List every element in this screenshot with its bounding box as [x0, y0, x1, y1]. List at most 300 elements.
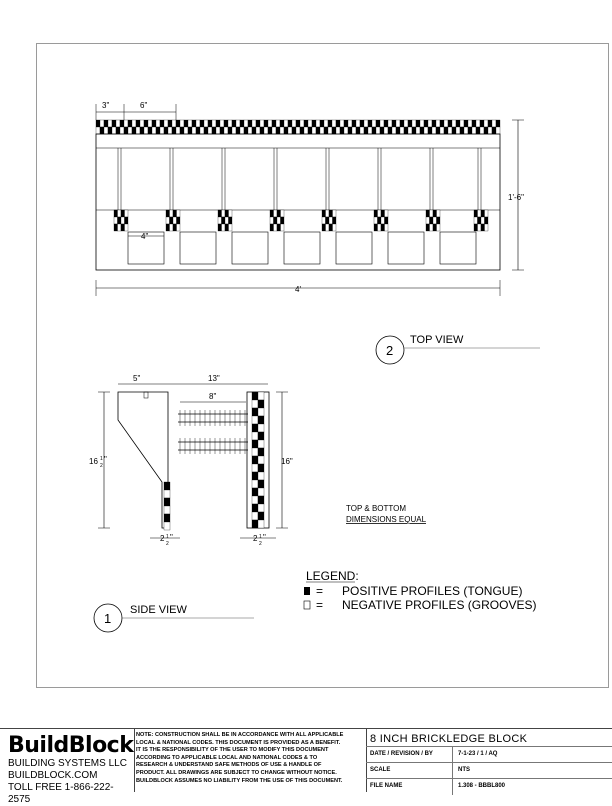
profile-block [476, 120, 480, 127]
profile-block [252, 520, 258, 528]
profile-block [400, 120, 404, 127]
profile-block [118, 224, 122, 231]
dim-1ft6in: 1'-6" [508, 193, 524, 202]
dim-frac-num: 1 [100, 456, 103, 462]
profile-block [173, 224, 177, 231]
profile-block [412, 120, 416, 127]
profile-block [121, 210, 125, 217]
profile-block [114, 217, 118, 224]
profile-block [276, 120, 280, 127]
profile-block [164, 490, 170, 498]
profile-block [468, 120, 472, 127]
profile-block [426, 210, 430, 217]
profile-block [258, 432, 264, 440]
profile-block [430, 217, 434, 224]
profile-block [225, 210, 229, 217]
profile-block [326, 224, 330, 231]
dim-frac-den-left: 2 [166, 541, 169, 547]
profile-block [277, 210, 281, 217]
profile-block [468, 127, 472, 134]
legal-note-line: NOTE: CONSTRUCTION SHALL BE IN ACCORDANCE WITH ALL APPLICABLE [136, 732, 344, 738]
profile-block [224, 120, 228, 127]
profile-block [264, 120, 268, 127]
profile-block [225, 217, 229, 224]
profile-block [456, 127, 460, 134]
profile-block [300, 127, 304, 134]
cavity [336, 232, 372, 264]
profile-block [408, 127, 412, 134]
legend [304, 569, 536, 612]
profile-block [426, 224, 430, 231]
profile-block [277, 217, 281, 224]
profile-block [396, 127, 400, 134]
profile-block [256, 127, 260, 134]
legend-positive-label: POSITIVE PROFILES (TONGUE) [342, 584, 523, 598]
profile-block [437, 210, 441, 217]
profile-block [474, 217, 478, 224]
profile-block [232, 120, 236, 127]
profile-block [104, 120, 108, 127]
profile-block [322, 224, 326, 231]
profile-block [252, 408, 258, 416]
top-view-webs [114, 148, 488, 264]
profile-block [218, 210, 222, 217]
profile-block [136, 120, 140, 127]
profile-block [200, 120, 204, 127]
file-name-label: FILE NAME [370, 783, 403, 789]
profile-block [364, 120, 368, 127]
profile-block [280, 120, 284, 127]
profile-block [180, 127, 184, 134]
profile-block [222, 217, 226, 224]
profile-block [385, 210, 389, 217]
profile-block [426, 217, 430, 224]
profile-block [252, 392, 258, 400]
profile-block [121, 217, 125, 224]
profile-block [228, 120, 232, 127]
profile-block [385, 224, 389, 231]
profile-block [192, 127, 196, 134]
dim-frac-den-right: 2 [259, 541, 262, 547]
profile-block [114, 224, 118, 231]
legend-title: LEGEND: [306, 569, 359, 583]
profile-block [333, 224, 337, 231]
profile-block [326, 210, 330, 217]
profile-block [428, 120, 432, 127]
profile-block [424, 120, 428, 127]
profile-block [288, 127, 292, 134]
profile-block [258, 488, 264, 496]
profile-block [116, 127, 120, 134]
profile-block [248, 127, 252, 134]
cavity [232, 232, 268, 264]
profile-block [252, 416, 258, 424]
profile-block [340, 120, 344, 127]
profile-block [148, 120, 152, 127]
profile-block [480, 127, 484, 134]
profile-block [164, 498, 170, 506]
profile-block [281, 224, 285, 231]
dim-2-half-left: 2 [160, 534, 165, 543]
profile-block [428, 127, 432, 134]
profile-block [168, 120, 172, 127]
profile-block [348, 127, 352, 134]
cavity [388, 232, 424, 264]
profile-block [433, 224, 437, 231]
profile-block [312, 120, 316, 127]
profile-block [220, 120, 224, 127]
profile-block [320, 120, 324, 127]
title-block-row-file [366, 778, 612, 795]
dim-frac-suffix: " [104, 455, 107, 464]
dim-6in: 6" [140, 101, 148, 110]
profile-block [437, 217, 441, 224]
row-divider [452, 747, 453, 763]
cavity [440, 232, 476, 264]
profile-block [368, 127, 372, 134]
legal-note-line: ACCORDING TO APPLICABLE LOCAL AND NATIONAL CODES & TO [136, 754, 318, 761]
legal-note-line: LOCAL & NATIONAL CODES. THIS DOCUMENT IS PROVIDED AS A BENEFIT. [136, 739, 341, 746]
profile-block [252, 472, 258, 480]
dim-13in: 13" [208, 374, 220, 383]
profile-block [440, 127, 444, 134]
profile-block [460, 120, 464, 127]
profile-block [456, 120, 460, 127]
profile-block [232, 127, 236, 134]
profile-block [378, 210, 382, 217]
dimensions-note-line2: DIMENSIONS EQUAL [346, 515, 427, 524]
profile-block [368, 120, 372, 127]
profile-block [112, 120, 116, 127]
callout-number-1: 1 [104, 611, 112, 626]
profile-block [112, 127, 116, 134]
profile-block [322, 210, 326, 217]
profile-block [381, 224, 385, 231]
profile-block [222, 210, 226, 217]
profile-block [430, 210, 434, 217]
profile-block [452, 127, 456, 134]
callout-number-2: 2 [386, 343, 394, 358]
legend-negative-equals: = [316, 598, 324, 612]
profile-block [218, 224, 222, 231]
profile-block [258, 456, 264, 464]
profile-block [460, 127, 464, 134]
profile-block [340, 127, 344, 134]
profile-block [164, 522, 170, 530]
profile-block [344, 120, 348, 127]
profile-block [388, 120, 392, 127]
cavity [284, 232, 320, 264]
profile-block [296, 120, 300, 127]
title-block-divider [134, 728, 135, 792]
profile-block [258, 472, 264, 480]
profile-block [252, 400, 258, 408]
profile-block [356, 120, 360, 127]
profile-block [216, 127, 220, 134]
profile-block [481, 224, 485, 231]
profile-block [328, 120, 332, 127]
profile-block [144, 127, 148, 134]
profile-block [252, 464, 258, 472]
profile-block [380, 120, 384, 127]
profile-block [196, 127, 200, 134]
profile-block [280, 127, 284, 134]
profile-block [252, 432, 258, 440]
profile-block [258, 440, 264, 448]
profile-block [472, 120, 476, 127]
legend-negative-label: NEGATIVE PROFILES (GROOVES) [342, 598, 537, 612]
profile-block [464, 120, 468, 127]
profile-block [164, 120, 168, 127]
profile-block [184, 127, 188, 134]
profile-block [121, 224, 125, 231]
profile-block [104, 127, 108, 134]
profile-block [452, 120, 456, 127]
dim-16in: 16" [281, 457, 293, 466]
profile-block [322, 217, 326, 224]
profile-block [329, 217, 333, 224]
profile-block [416, 120, 420, 127]
profile-block [144, 120, 148, 127]
profile-block [444, 120, 448, 127]
profile-block [256, 120, 260, 127]
profile-block [272, 127, 276, 134]
profile-block [396, 120, 400, 127]
profile-block [474, 210, 478, 217]
profile-block [492, 120, 496, 127]
profile-block [352, 127, 356, 134]
title-block-row-scale [366, 762, 612, 779]
profile-block [476, 127, 480, 134]
cavity [180, 232, 216, 264]
profile-block [192, 120, 196, 127]
profile-block [252, 512, 258, 520]
dim-8in: 8" [209, 392, 217, 401]
profile-block [364, 127, 368, 134]
profile-block [229, 224, 233, 231]
profile-block [372, 127, 376, 134]
profile-block [481, 217, 485, 224]
date-revision-label: DATE / REVISION / BY [370, 751, 433, 757]
dim-4ft: 4' [295, 285, 301, 294]
profile-block [222, 224, 226, 231]
profile-block [392, 120, 396, 127]
dim-frac-suffix-right: " [263, 533, 266, 542]
file-name-value: 1.308 - BBBL800 [458, 783, 506, 789]
profile-block [412, 127, 416, 134]
profile-block [281, 217, 285, 224]
profile-block [218, 217, 222, 224]
title-block-row-date [366, 746, 612, 763]
profile-block [408, 120, 412, 127]
profile-block [160, 127, 164, 134]
profile-block [329, 224, 333, 231]
profile-block [156, 127, 160, 134]
row-divider [452, 779, 453, 795]
company-name: BUILDING SYSTEMS LLC [8, 758, 127, 769]
profile-block [172, 120, 176, 127]
profile-block [388, 127, 392, 134]
profile-block [432, 127, 436, 134]
profile-block [258, 480, 264, 488]
profile-block [244, 127, 248, 134]
profile-block [329, 210, 333, 217]
profile-block [200, 127, 204, 134]
profile-block [220, 127, 224, 134]
profile-block [416, 127, 420, 134]
profile-block [258, 520, 264, 528]
profile-block [288, 120, 292, 127]
profile-block [284, 120, 288, 127]
profile-block [132, 120, 136, 127]
profile-block [430, 224, 434, 231]
profile-block [212, 120, 216, 127]
profile-block [156, 120, 160, 127]
profile-block [173, 210, 177, 217]
company-phone: TOLL FREE 1-866-222-2575 [8, 782, 114, 805]
legend-positive-equals: = [316, 584, 324, 598]
company-logo-block [8, 734, 132, 806]
profile-block [404, 127, 408, 134]
profile-block [378, 224, 382, 231]
profile-block [292, 127, 296, 134]
dim-2-half-right: 2 [253, 534, 258, 543]
profile-block [304, 127, 308, 134]
profile-block [125, 224, 129, 231]
profile-block [376, 127, 380, 134]
profile-block [170, 210, 174, 217]
top-view [96, 101, 540, 364]
profile-block [478, 210, 482, 217]
profile-block [424, 127, 428, 134]
profile-block [124, 120, 128, 127]
profile-block [380, 127, 384, 134]
legend-negative-swatch [304, 601, 310, 609]
profile-block [132, 127, 136, 134]
profile-block [332, 120, 336, 127]
profile-block [248, 120, 252, 127]
profile-block [229, 210, 233, 217]
profile-block [328, 127, 332, 134]
profile-block [392, 127, 396, 134]
profile-block [120, 120, 124, 127]
profile-block [252, 440, 258, 448]
top-edge-profile [96, 120, 500, 134]
profile-block [172, 127, 176, 134]
side-view-profiles [164, 392, 264, 530]
profile-block [464, 127, 468, 134]
profile-block [478, 224, 482, 231]
profile-block [260, 127, 264, 134]
profile-block [374, 224, 378, 231]
profile-block [300, 120, 304, 127]
profile-block [336, 120, 340, 127]
profile-block [437, 224, 441, 231]
profile-block [384, 120, 388, 127]
legal-note-line: PRODUCT. ALL DRAWINGS ARE SUBJECT TO CHANGE WITHOUT NOTICE. [136, 769, 337, 776]
profile-block [284, 127, 288, 134]
profile-block [485, 224, 489, 231]
profile-block [485, 217, 489, 224]
profile-block [436, 120, 440, 127]
profile-block [166, 210, 170, 217]
profile-block [478, 217, 482, 224]
profile-block [96, 127, 100, 134]
profile-block [316, 120, 320, 127]
profile-block [448, 127, 452, 134]
profile-block [180, 120, 184, 127]
profile-block [108, 120, 112, 127]
profile-block [125, 210, 129, 217]
brand-logo: BuildBlock [8, 733, 134, 758]
profile-block [274, 217, 278, 224]
profile-block [240, 120, 244, 127]
profile-block [164, 127, 168, 134]
profile-block [188, 127, 192, 134]
profile-block [496, 127, 500, 134]
profile-block [270, 217, 274, 224]
profile-block [420, 127, 424, 134]
profile-block [252, 504, 258, 512]
profile-block [170, 217, 174, 224]
profile-block [96, 120, 100, 127]
row-divider [452, 763, 453, 779]
profile-block [128, 127, 132, 134]
profile-block [258, 448, 264, 456]
profile-block [372, 120, 376, 127]
profile-block [164, 514, 170, 522]
legal-notes [136, 732, 358, 785]
profile-block [440, 120, 444, 127]
profile-block [118, 217, 122, 224]
profile-block [348, 120, 352, 127]
profile-block [258, 464, 264, 472]
profile-block [136, 127, 140, 134]
profile-block [336, 127, 340, 134]
profile-block [292, 120, 296, 127]
profile-block [152, 127, 156, 134]
profile-block [496, 120, 500, 127]
profile-block [258, 504, 264, 512]
dim-3in: 3" [102, 101, 110, 110]
profile-block [376, 120, 380, 127]
company-website: BUILDBLOCK.COM [8, 770, 98, 781]
profile-block [324, 120, 328, 127]
profile-block [114, 210, 118, 217]
profile-block [229, 217, 233, 224]
profile-block [312, 127, 316, 134]
profile-block [252, 496, 258, 504]
profile-block [252, 448, 258, 456]
profile-block [308, 127, 312, 134]
profile-block [216, 120, 220, 127]
profile-block [208, 120, 212, 127]
dim-frac-num-right: 1 [259, 534, 262, 540]
dimensions-note-line1: TOP & BOTTOM [346, 504, 407, 513]
side-view-ledge-profile [118, 392, 168, 528]
profile-block [176, 120, 180, 127]
profile-block [224, 127, 228, 134]
profile-block [268, 127, 272, 134]
profile-block [433, 210, 437, 217]
profile-block [177, 217, 181, 224]
profile-block [258, 496, 264, 504]
profile-block [270, 224, 274, 231]
profile-block [240, 127, 244, 134]
legal-note-line: BUILDBLOCK ASSUMES NO LIABILITY FROM THE USE OF THIS DOCUMENT. [136, 777, 343, 784]
profile-block [488, 120, 492, 127]
profile-block [274, 224, 278, 231]
